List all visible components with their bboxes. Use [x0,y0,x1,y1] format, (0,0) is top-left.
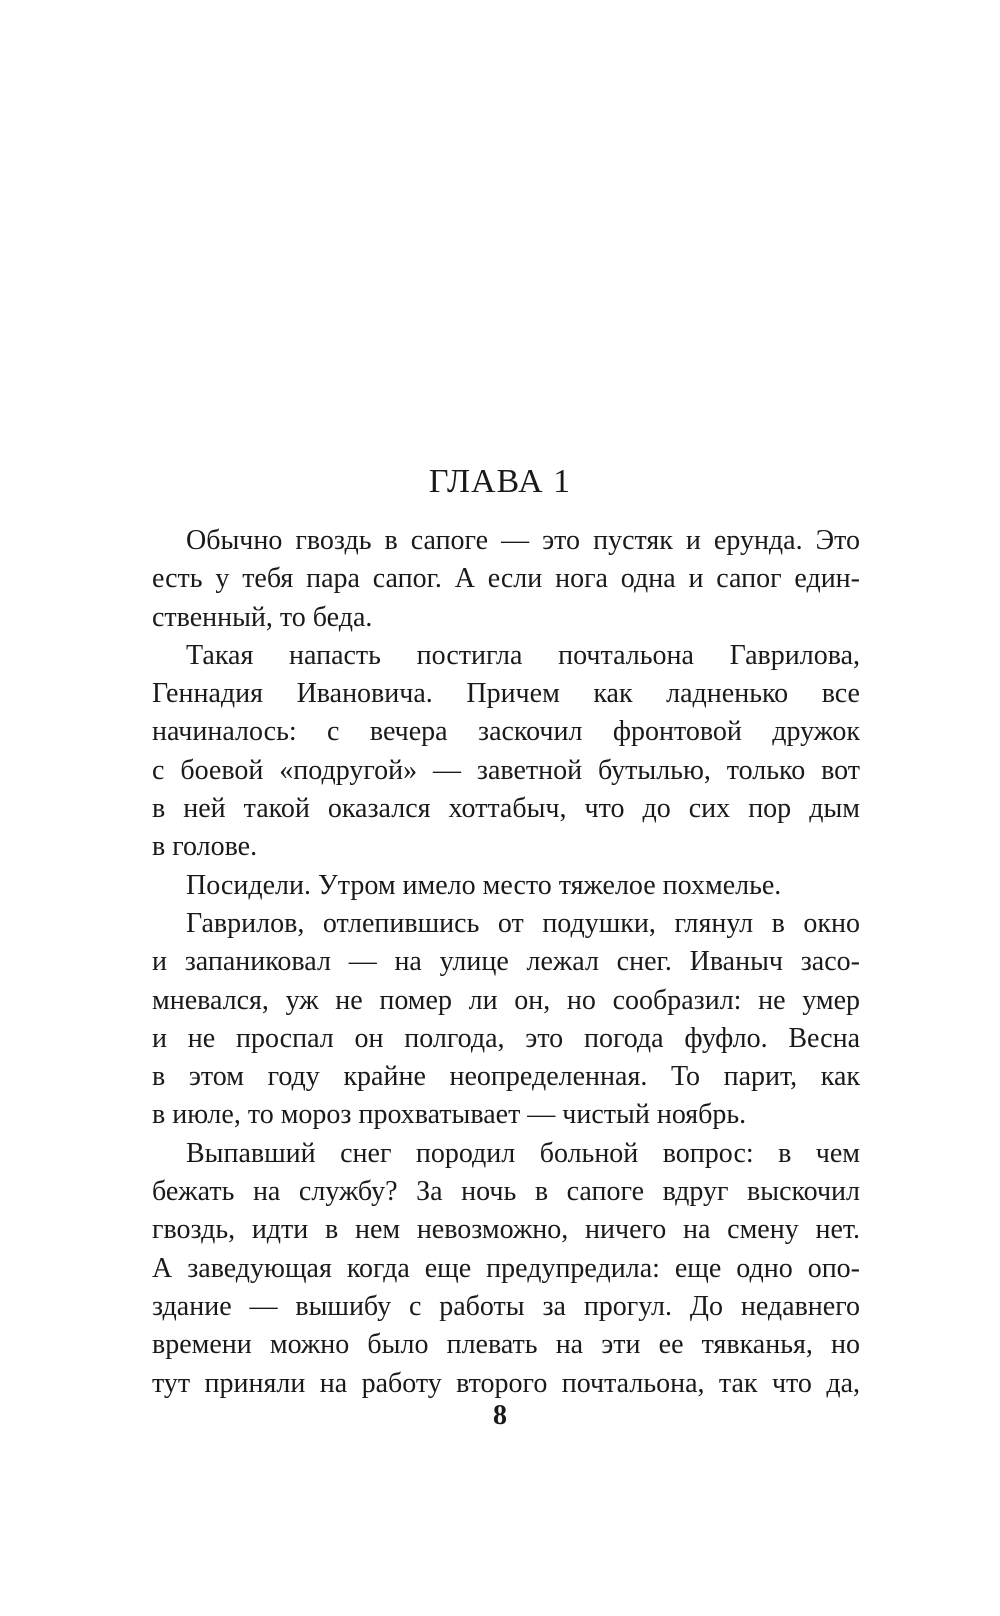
body-text [152,522,860,1403]
text-line: мневался, уж не помер ли он, но сообразил: не умер [152,984,860,1016]
text-line: с боевой «подругой» — заветной бутылью, только вот [152,754,860,786]
text-line: тут приняли на работу второго почтальона, так что да, [152,1367,860,1399]
text-line: в июле, то мороз прохватывает — чистый ноябрь. [152,1099,747,1131]
text-line: в ней такой оказался хоттабыч, что до сих пор дым [152,793,860,825]
text-line: и запаниковал — на улице лежал снег. Иваныч засо- [152,946,860,978]
text-line: Посидели. Утром имело место тяжелое похмелье. [186,869,782,901]
text-line: А заведующая когда еще предупредила: еще одно опо- [152,1252,860,1284]
text-line: есть у тебя пара сапог. А если нога одна и сапог един- [152,563,860,595]
text-line: ственный, то беда. [152,601,373,633]
text-line: времени можно было плевать на эти ее тявканья, но [152,1329,860,1361]
text-line: в этом году крайне неопределенная. То парит, как [152,1061,860,1093]
text-line: начиналось: с вечера заскочил фронтовой дружок [152,716,860,748]
text-line: и не проспал он полгода, это погода фуфло. Весна [152,1022,860,1054]
text-line: гвоздь, идти в нем невозможно, ничего на смену нет. [152,1214,860,1246]
text-line: Выпавший снег породил больной вопрос: в чем [186,1137,860,1169]
chapter-title: ГЛАВА 1 [428,463,572,500]
text-line: Гаврилов, отлепившись от подушки, глянул в окно [186,907,860,939]
text-line: Такая напасть постигла почтальона Гаврилова, [186,639,860,671]
text-line: в голове. [152,831,258,863]
text-line: здание — вышибу с работы за прогул. До недавнего [152,1290,860,1322]
text-line: Геннадия Ивановича. Причем как ладненько все [152,678,860,710]
text-line: Обычно гвоздь в сапоге — это пустяк и ерунда. Это [186,525,860,556]
page-number: 8 [493,1400,507,1431]
text-line: бежать на службу? За ночь в сапоге вдруг выскочил [152,1176,860,1208]
